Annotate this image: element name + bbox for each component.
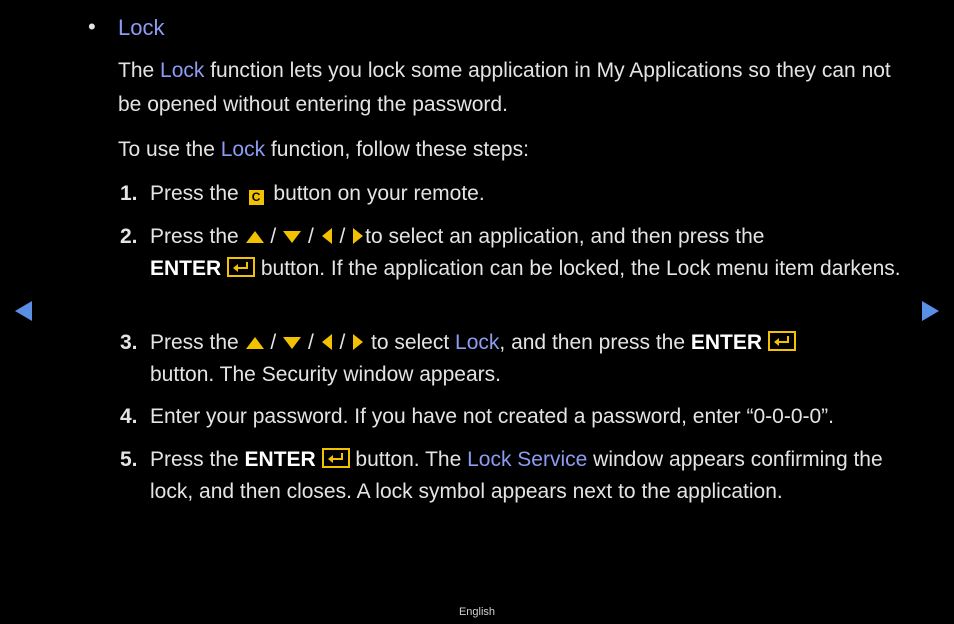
step-text: to select bbox=[365, 331, 456, 354]
intro-paragraph bbox=[118, 54, 908, 122]
intro-text-2: function lets you lock some application in My Applications so they can not be opened without entering the password. bbox=[118, 59, 891, 116]
arrow-left-icon bbox=[320, 227, 334, 245]
step-text: to select an application, and then press the bbox=[365, 225, 765, 248]
step-text: , and then press the bbox=[499, 331, 691, 354]
step-text: button. The bbox=[349, 448, 468, 471]
arrow-left-icon bbox=[320, 333, 334, 351]
steps-intro-text-2: function, follow these steps: bbox=[265, 138, 529, 161]
step-text: Press the bbox=[150, 225, 239, 248]
section-title: Lock bbox=[118, 15, 165, 40]
enter-icon bbox=[322, 448, 350, 468]
separator: / bbox=[307, 225, 314, 248]
separator: / bbox=[339, 331, 346, 354]
arrow-up-icon bbox=[245, 229, 265, 245]
footer-language: English bbox=[458, 606, 496, 618]
step-text: Press the bbox=[150, 448, 245, 471]
step-text: Press the bbox=[150, 331, 239, 354]
separator: / bbox=[270, 331, 277, 354]
step-number: 3. bbox=[120, 331, 138, 354]
separator: / bbox=[307, 331, 314, 354]
steps-intro-keyword: Lock bbox=[220, 138, 266, 161]
steps-intro-text-1: To use the bbox=[118, 138, 221, 161]
step-number: 4. bbox=[120, 405, 138, 428]
bullet-mark: • bbox=[88, 14, 96, 39]
enter-label: ENTER bbox=[150, 257, 222, 280]
step-number: 2. bbox=[120, 225, 138, 248]
arrow-right-icon bbox=[351, 333, 365, 351]
arrow-down-icon bbox=[282, 229, 302, 245]
separator: / bbox=[339, 225, 346, 248]
step-text: window appears confirming the lock, and then closes. A lock symbol appears next to the application. bbox=[150, 448, 883, 503]
next-page-icon[interactable] bbox=[920, 300, 940, 322]
arrow-up-icon bbox=[245, 335, 265, 351]
step-text: button. The Security window appears. bbox=[150, 363, 501, 386]
step-number: 5. bbox=[120, 448, 138, 471]
intro-keyword: Lock bbox=[160, 59, 205, 82]
intro-text-1: The bbox=[118, 59, 161, 82]
step-keyword: Lock bbox=[455, 331, 500, 354]
steps-intro-paragraph bbox=[118, 133, 908, 167]
enter-icon bbox=[768, 331, 796, 351]
arrow-right-icon bbox=[351, 227, 365, 245]
step-text: button. If the application can be locked, the Lock menu item darkens. bbox=[255, 257, 901, 280]
c-button-icon: C bbox=[249, 190, 264, 205]
arrow-down-icon bbox=[282, 335, 302, 351]
step-number: 1. bbox=[120, 182, 138, 205]
step-text: button on your remote. bbox=[273, 182, 485, 205]
step-text: Enter your password. If you have not created a password, enter “0-0-0-0”. bbox=[150, 405, 835, 428]
previous-page-icon[interactable] bbox=[14, 300, 34, 322]
enter-label: ENTER bbox=[690, 331, 763, 354]
step-text: Press the bbox=[150, 182, 239, 205]
enter-label: ENTER bbox=[244, 448, 316, 471]
enter-icon bbox=[227, 257, 255, 277]
step-keyword: Lock Service bbox=[467, 448, 588, 471]
separator: / bbox=[270, 225, 277, 248]
